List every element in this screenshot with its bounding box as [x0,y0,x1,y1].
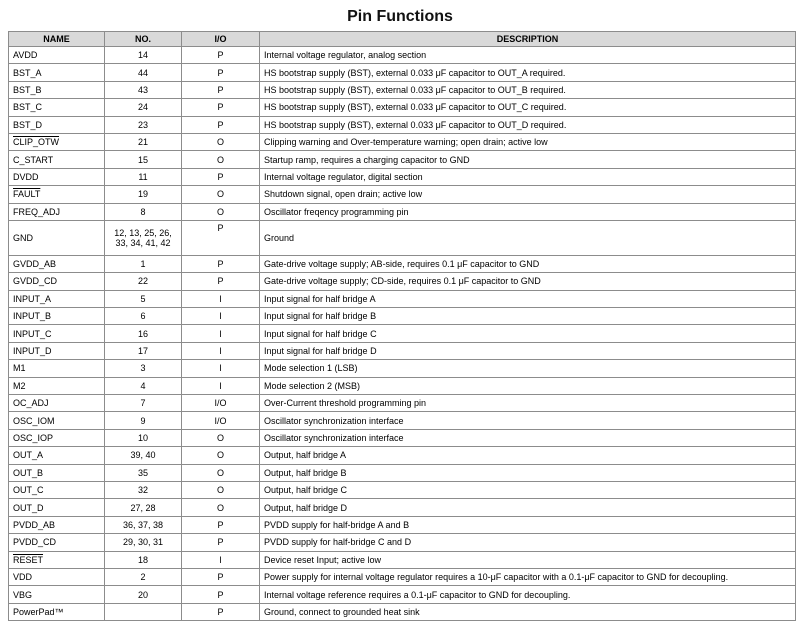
pin-name-cell [9,220,105,255]
pin-name-cell [9,447,105,464]
table-row [9,534,796,551]
pin-description: Device reset Input; active low [260,551,796,568]
pin-number: 6 [140,311,146,322]
pin-name-cell [9,168,105,185]
pin-name-cell [9,116,105,133]
pin-description: Mode selection 1 (LSB) [260,360,796,377]
pin-name: BST_C [13,102,43,113]
pin-number-cell [105,499,182,516]
pin-number-cell [105,273,182,290]
pin-number-cell [105,568,182,585]
pin-name-cell [9,255,105,272]
pin-io: I [182,360,260,377]
table-row [9,255,796,272]
pin-name-cell [9,464,105,481]
pin-io: P [182,47,260,64]
table-row [9,81,796,98]
table-row [9,551,796,568]
pin-number: 18 [137,554,148,565]
pin-description: Shutdown signal, open drain; active low [260,186,796,203]
header-io: I/O [182,32,260,47]
pin-io: O [182,481,260,498]
pin-description: Input signal for half bridge B [260,308,796,325]
pin-name-cell [9,516,105,533]
table-row [9,568,796,585]
pin-name-cell [9,412,105,429]
pin-description: Over-Current threshold programming pin [260,395,796,412]
pin-io: O [182,447,260,464]
pin-description: HS bootstrap supply (BST), external 0.033 μF capacitor to OUT_A required. [260,64,796,81]
table-row [9,586,796,603]
pin-name: INPUT_A [13,293,52,304]
pin-io: I/O [182,395,260,412]
pin-description: Output, half bridge C [260,481,796,498]
pin-number: 23 [137,119,148,130]
pin-description: Input signal for half bridge C [260,325,796,342]
pin-number-cell [105,395,182,412]
pin-io: P [182,220,260,255]
pin-number-cell [105,429,182,446]
pin-name: FREQ_ADJ [13,206,61,217]
pin-number: 21 [137,137,148,148]
table-row [9,203,796,220]
pin-name: OUT_A [13,450,44,461]
table-row [9,116,796,133]
pin-name: AVDD [13,50,38,61]
pin-name: M1 [13,363,26,374]
pin-number-cell [105,325,182,342]
pin-name-cell [9,186,105,203]
pin-name-cell [9,308,105,325]
pin-functions-table [8,31,796,621]
table-row [9,133,796,150]
pin-number: 10 [137,433,148,443]
pin-number: 2 [140,572,146,583]
pin-description: Internal voltage regulator, analog section [260,47,796,64]
pin-description: Oscillator synchronization interface [260,412,796,429]
pin-number: 39, 40 [130,450,156,461]
pin-number-cell [105,133,182,150]
pin-number: 32 [137,485,148,496]
pin-name-cell [9,133,105,150]
pin-number-cell [105,168,182,185]
pin-number-cell [105,186,182,203]
pin-number: 9 [140,415,146,426]
table-row [9,412,796,429]
pin-name: VDD [13,572,33,583]
pin-io: I [182,290,260,307]
pin-name-cell [9,325,105,342]
pin-io: I/O [182,412,260,429]
pin-number-cell [105,481,182,498]
pin-number-cell [105,342,182,359]
pin-number: 3 [140,363,146,374]
pin-io: O [182,464,260,481]
pin-name: BST_B [13,84,42,95]
table-row [9,308,796,325]
table-row [9,447,796,464]
pin-number: 11 [138,171,148,182]
pin-number: 24 [137,102,148,113]
pin-name-cell [9,429,105,446]
pin-name: FAULT [13,189,41,200]
pin-description: HS bootstrap supply (BST), external 0.033 μF capacitor to OUT_D required. [260,116,796,133]
pin-io: O [182,203,260,220]
table-row [9,325,796,342]
pin-number-cell [105,151,182,168]
pin-description: HS bootstrap supply (BST), external 0.033 μF capacitor to OUT_C required. [260,99,796,116]
pin-name: INPUT_C [13,328,52,339]
pin-name: GND [13,232,33,243]
pin-number: 43 [137,84,148,95]
pin-name: OUT_D [13,502,44,513]
pin-io: I [182,551,260,568]
pin-number-cell [105,534,182,551]
pin-description: Output, half bridge B [260,464,796,481]
pin-name: RESET [13,554,44,565]
table-row [9,499,796,516]
pin-name: INPUT_B [13,311,52,322]
pin-number-cell [105,603,182,620]
pin-description: Gate-drive voltage supply; AB-side, requires 0.1 μF capacitor to GND [260,255,796,272]
pin-description: HS bootstrap supply (BST), external 0.033 μF capacitor to OUT_B required. [260,81,796,98]
pin-number: 1 [140,259,146,270]
pin-name-cell [9,481,105,498]
pin-number: 16 [137,328,148,339]
pin-io: I [182,377,260,394]
pin-name: CLIP_OTW [13,137,60,148]
pin-number-cell [105,116,182,133]
pin-number: 15 [137,154,148,165]
pin-io: P [182,603,260,620]
pin-io: P [182,81,260,98]
pin-description: Clipping warning and Over-temperature warning; open drain; active low [260,133,796,150]
pin-io: P [182,586,260,603]
table-row [9,481,796,498]
table-row [9,342,796,359]
pin-name-cell [9,534,105,551]
pin-io: O [182,499,260,516]
pin-description: Internal voltage regulator, digital section [260,168,796,185]
pin-name: OSC_IOP [13,433,54,443]
pin-description: Oscillator synchronization interface [260,429,796,446]
page-title: Pin Functions [347,8,453,25]
pin-name-cell [9,551,105,568]
pin-description: Input signal for half bridge A [260,290,796,307]
pin-name: GVDD_AB [13,259,57,270]
pin-description: PVDD supply for half-bridge C and D [260,534,796,551]
pin-io: P [182,516,260,533]
pin-description: Power supply for internal voltage regulator requires a 10-μF capacitor with a 0.1-μF capacitor to GND for decoupling. [260,568,796,585]
table-row [9,395,796,412]
pin-number-cell [105,447,182,464]
pin-description: Ground [260,220,796,255]
pin-description: Ground, connect to grounded heat sink [260,603,796,620]
pin-name: BST_A [13,67,42,78]
pin-number: 5 [140,293,146,304]
pin-name: BST_D [13,119,43,130]
table-row [9,360,796,377]
pin-number: 22 [137,276,148,287]
pin-name-cell [9,342,105,359]
table-row [9,377,796,394]
pin-io: O [182,151,260,168]
pin-io: O [182,186,260,203]
pin-description: Output, half bridge A [260,447,796,464]
pin-name: OUT_B [13,467,44,478]
pin-io: I [182,325,260,342]
pin-name-cell [9,568,105,585]
header-no: NO. [105,32,182,47]
pin-number-cell [105,360,182,377]
pin-name: PVDD_AB [13,519,56,530]
header-name: NAME [9,32,105,47]
pin-number: 7 [140,398,146,409]
pin-io: P [182,64,260,81]
pin-name-cell [9,99,105,116]
pin-number-cell [105,99,182,116]
pin-number: 8 [140,206,146,217]
pin-number-cell [105,64,182,81]
pin-name-cell [9,81,105,98]
pin-name-cell [9,360,105,377]
header-description: DESCRIPTION [260,32,796,47]
pin-number-cell [105,81,182,98]
pin-name-cell [9,273,105,290]
pin-io: P [182,255,260,272]
pin-number: 20 [137,589,148,600]
pin-description: Mode selection 2 (MSB) [260,377,796,394]
pin-name-cell [9,203,105,220]
table-row [9,168,796,185]
pin-name-cell [9,47,105,64]
pin-io: P [182,534,260,551]
table-row [9,220,796,255]
pin-number-cell [105,290,182,307]
pin-description: Startup ramp, requires a charging capacitor to GND [260,151,796,168]
pin-io: P [182,273,260,290]
pin-number-cell [105,255,182,272]
pin-number: 19 [137,189,148,200]
pin-number: 29, 30, 31 [122,537,164,548]
pin-name: PowerPad™ [13,606,64,617]
pin-number-cell [105,551,182,568]
pin-number: 17 [137,346,148,357]
pin-description: PVDD supply for half-bridge A and B [260,516,796,533]
table-row [9,99,796,116]
table-row [9,151,796,168]
pin-number: 44 [137,67,148,78]
pin-number-cell [105,586,182,603]
pin-io: I [182,308,260,325]
pin-number-cell [105,203,182,220]
table-row [9,290,796,307]
pin-number: 36, 37, 38 [122,519,164,530]
pin-name-cell [9,377,105,394]
pin-number: 27, 28 [130,502,156,513]
pin-number-cell [105,377,182,394]
pin-number-cell [105,220,182,255]
pin-name: OUT_C [13,485,44,496]
pin-name: M2 [13,380,26,391]
pin-number-cell [105,47,182,64]
header-row [9,32,796,47]
pin-io: I [182,342,260,359]
pin-name: OC_ADJ [13,398,49,409]
pin-description: Oscillator freqency programming pin [260,203,796,220]
pin-number-cell [105,308,182,325]
pin-name-cell [9,151,105,168]
pin-name: GVDD_CD [13,276,58,287]
pin-io: P [182,568,260,585]
pin-name: OSC_IOM [13,415,55,426]
pin-io: O [182,429,260,446]
pin-description: Internal voltage reference requires a 0.1-μF capacitor to GND for decoupling. [260,586,796,603]
pin-name-cell [9,395,105,412]
table-row [9,603,796,620]
pin-name-cell [9,603,105,620]
pin-name: C_START [13,154,54,165]
table-row [9,273,796,290]
pin-name-cell [9,499,105,516]
pin-number: 35 [137,467,148,478]
pin-description: Input signal for half bridge D [260,342,796,359]
pin-number: 14 [137,50,148,61]
pin-io: O [182,133,260,150]
table-row [9,186,796,203]
pin-name: INPUT_D [13,346,52,357]
pin-number-cell [105,516,182,533]
table-row [9,429,796,446]
pin-number-cell [105,464,182,481]
pin-name-cell [9,586,105,603]
pin-number: 12, 13, 25, 26, 33, 34, 41, 42 [114,227,172,248]
table-row [9,64,796,81]
pin-name-cell [9,290,105,307]
pin-description: Output, half bridge D [260,499,796,516]
pin-name: VBG [13,589,33,600]
pin-name: PVDD_CD [13,537,57,548]
table-row [9,47,796,64]
pin-name-cell [9,64,105,81]
pin-io: P [182,116,260,133]
pin-number: 4 [140,380,146,391]
pin-io: P [182,99,260,116]
pin-description: Gate-drive voltage supply; CD-side, requires 0.1 μF capacitor to GND [260,273,796,290]
pin-number-cell [105,412,182,429]
table-row [9,516,796,533]
pin-io: P [182,168,260,185]
pin-name: DVDD [13,171,39,182]
table-row [9,464,796,481]
